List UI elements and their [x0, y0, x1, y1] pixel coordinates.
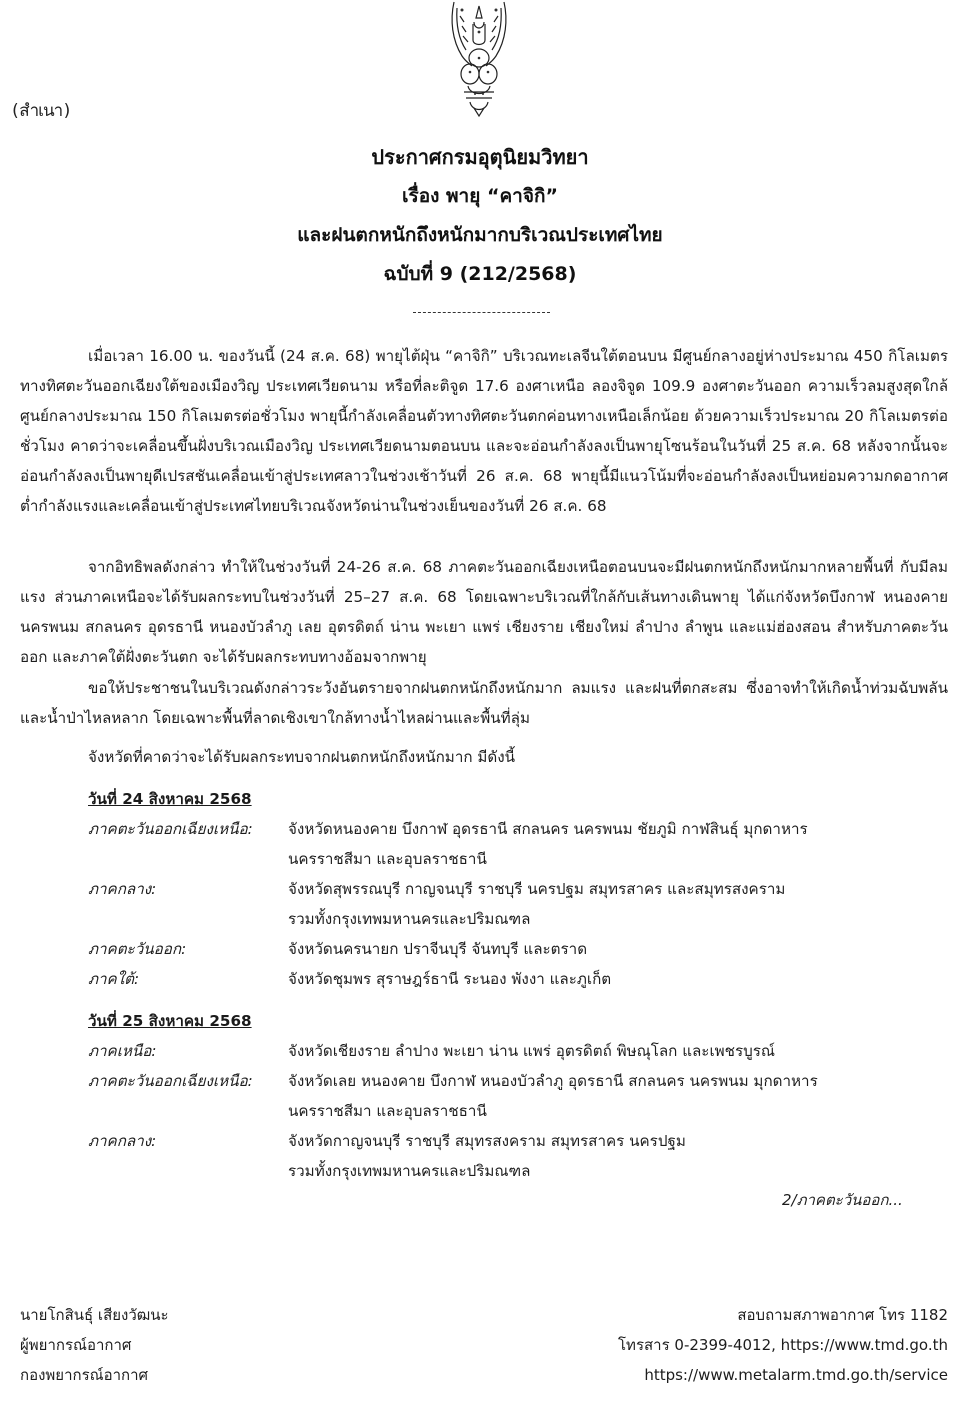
- paragraph-impact: [20, 552, 948, 672]
- province-line: จังหวัดสุพรรณบุรี กาญจนบุรี ราชบุรี นครปฐม สมุทรสาคร และสมุทรสงคราม: [288, 880, 786, 898]
- forecaster-division: กองพยากรณ์อากาศ: [20, 1366, 149, 1384]
- region-label: ภาคตะวันออก:: [88, 940, 187, 958]
- province-line: จังหวัดนครนายก ปราจีนบุรี จันทบุรี และตราด: [288, 940, 588, 958]
- copy-label: (สำเนา): [10, 101, 72, 121]
- contact-info: [618, 1300, 948, 1390]
- region-label: ภาคตะวันออกเฉียงเหนือ:: [88, 820, 253, 838]
- region-label: ภาคกลาง:: [88, 880, 157, 898]
- region-provinces: [288, 874, 948, 934]
- page-continuation-note: 2/ภาคตะวันออก...: [782, 1191, 903, 1209]
- region-provinces: [288, 964, 948, 994]
- region-provinces: [288, 1066, 948, 1126]
- province-line: รวมทั้งกรุงเทพมหานครและปริมณฑล: [288, 910, 531, 928]
- paragraph-text: จากอิทธิพลดังกล่าว ทำให้ในช่วงวันที่ 24-26 ส.ค. 68 ภาคตะวันออกเฉียงเหนือตอนบนจะมีฝนตกหนักถึงหนักมากหลายพื้นที่ กับมีลมแรง ส่วนภาคเหนือจะได้รับผลกระทบในช่วงวันที่ 25–27 ส.ค. 68 โดยเฉพาะบริเวณที่ใกล้กับเส้นทางเดินพายุ ได้แก่จังหวัดบึงกาฬ หนองคาย นครพนม สกลนคร อุดรธานี หนองบัวลำภู เลย อุตรดิตถ์ น่าน พะเยา แพร่ เชียงราย เชียงใหม่ ลำปาง ลำพูน และแม่ฮ่องสอน สำหรับภาคตะวันออก และภาคใต้ฝั่งตะวันตก จะได้รับผลกระทบทางอ้อมจากพายุ: [20, 558, 948, 666]
- hotline-text: สอบถามสภาพอากาศ โทร 1182: [737, 1306, 948, 1324]
- region-label: ภาคใต้:: [88, 970, 140, 988]
- region-provinces: [288, 1036, 948, 1066]
- region-provinces: [288, 814, 948, 874]
- province-line: จังหวัดหนองคาย บึงกาฬ อุดรธานี สกลนคร นครพนม ชัยภูมิ กาฬสินธุ์ มุกดาหาร: [288, 820, 808, 838]
- day-title-24: วันที่ 24 สิงหาคม 2568: [88, 790, 252, 808]
- province-line: จังหวัดกาญจนบุรี ราชบุรี สมุทรสงคราม สมุทรสาคร นครปฐม: [288, 1132, 686, 1150]
- paragraph-warning: [20, 673, 948, 733]
- issue-number: ฉบับที่ 9 (212/2568): [383, 263, 577, 285]
- forecaster-name: นายโกสินธุ์ เสียงวัฒนะ: [20, 1306, 169, 1324]
- garuda-emblem-icon: [448, 0, 510, 118]
- paragraph-text: เมื่อเวลา 16.00 น. ของวันนี้ (24 ส.ค. 68) พายุไต้ฝุ่น “คาจิกิ” บริเวณทะเลจีนใต้ตอนบน มีศูนย์กลางอยู่ห่างประมาณ 450 กิโลเมตร ทางทิศตะวันออกเฉียงใต้ของเมืองวิญ ประเทศเวียดนาม หรือที่ละติจูด 17.6 องศาเหนือ ลองจิจูด 109.9 องศาตะวันออก ความเร็วลมสูงสุดใกล้ศูนย์กลางประมาณ 150 กิโลเมตรต่อชั่วโมง พายุนี้กำลังเคลื่อนตัวทางทิศตะวันตกค่อนทางเหนือเล็กน้อย ด้วยความเร็วประมาณ 20 กิโลเมตรต่อชั่วโมง คาดว่าจะเคลื่อนขึ้นฝั่งบริเวณเมืองวิญ ประเทศเวียดนามตอนบน และจะอ่อนกำลังลงเป็นพายุโซนร้อนในวันที่ 25 ส.ค. 68 หลังจากนั้นจะอ่อนกำลังลงเป็นพายุดีเปรสชันเคลื่อนเข้าสู่ประเทศลาวในช่วงเช้าวันที่ 26 ส.ค. 68 พายุนี้มีแนวโน้มที่จะอ่อนกำลังลงเป็นหย่อมความกดอากาศต่ำกำลังแรงและเคลื่อนเข้าสู่ประเทศไทยบริเวณจังหวัดน่านในช่วงเย็นของวันที่ 26 ส.ค. 68: [20, 347, 948, 515]
- fax-website-text: โทรสาร 0-2399-4012, https://www.tmd.go.th: [618, 1336, 948, 1354]
- province-line: จังหวัดชุมพร สุราษฎร์ธานี ระนอง พังงา และภูเก็ต: [288, 970, 612, 988]
- agency-title: ประกาศกรมอุตุนิยมวิทยา: [371, 145, 589, 169]
- paragraph-storm-status: [20, 341, 948, 521]
- subject-subtitle: และฝนตกหนักถึงหนักมากบริเวณประเทศไทย: [297, 224, 663, 246]
- garuda-emblem-icon: [216, 0, 278, 118]
- region-label: ภาคเหนือ:: [88, 1042, 157, 1060]
- day-title-25: วันที่ 25 สิงหาคม 2568: [88, 1012, 252, 1030]
- province-line: นครราชสีมา และอุบลราชธานี: [288, 1102, 487, 1120]
- region-label: ภาคกลาง:: [88, 1132, 157, 1150]
- paragraph-text: ขอให้ประชาชนในบริเวณดังกล่าวระวังอันตรายจากฝนตกหนักถึงหนักมาก ลมแรง และฝนที่ตกสะสม ซึ่งอาจทำให้เกิดน้ำท่วมฉับพลัน และน้ำป่าไหลหลาก โดยเฉพาะพื้นที่ลาดเชิงเขาใกล้ทางน้ำไหลผ่านและพื้นที่ลุ่ม: [20, 679, 948, 727]
- province-line: รวมทั้งกรุงเทพมหานครและปริมณฑล: [288, 1162, 531, 1180]
- service-url-link[interactable]: https://www.metalarm.tmd.go.th/service: [644, 1366, 948, 1384]
- forecaster-signature: [20, 1300, 169, 1390]
- region-provinces: [288, 934, 948, 964]
- province-line: จังหวัดเชียงราย ลำปาง พะเยา น่าน แพร่ อุตรดิตถ์ พิษณุโลก และเพชรบูรณ์: [288, 1042, 776, 1060]
- province-line: นครราชสีมา และอุบลราชธานี: [288, 850, 487, 868]
- announcement-heading: [0, 140, 960, 296]
- subject-title: เรื่อง พายุ “คาจิกิ”: [402, 185, 558, 207]
- region-provinces: [288, 1126, 948, 1186]
- forecaster-position: ผู้พยากรณ์อากาศ: [20, 1336, 132, 1354]
- region-label: ภาคตะวันออกเฉียงเหนือ:: [88, 1072, 253, 1090]
- provinces-intro: จังหวัดที่คาดว่าจะได้รับผลกระทบจากฝนตกหนักถึงหนักมาก มีดังนี้: [88, 748, 516, 766]
- heading-divider: [413, 312, 550, 313]
- province-line: จังหวัดเลย หนองคาย บึงกาฬ หนองบัวลำภู อุดรธานี สกลนคร นครพนม มุกดาหาร: [288, 1072, 818, 1090]
